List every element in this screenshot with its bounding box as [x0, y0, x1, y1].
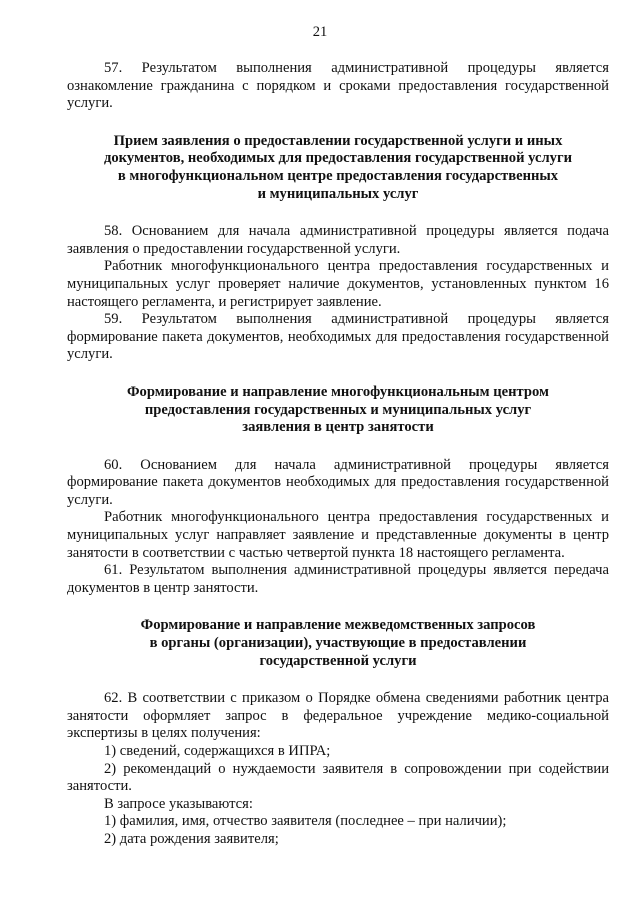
paragraph: 59. Результатом выполнения административной процедуры является формирование пакета документов, необходимых для предоставления государственной услуги. [67, 311, 609, 363]
spacer [67, 203, 609, 223]
paragraph: 60. Основанием для начала административной процедуры является формирование пакета документов необходимых для предоставления государственной услуги. [67, 456, 609, 508]
section-heading-line: в органы (организации), участвующие в предоставлении [149, 635, 527, 652]
document-body [67, 60, 609, 849]
section-heading [67, 384, 609, 437]
section-heading-line: заявления в центр занятости [242, 419, 434, 436]
spacer [67, 437, 609, 457]
paragraph: 58. Основанием для начала административной процедуры является подача заявления о предоставлении государственной услуги. [67, 223, 609, 257]
section-heading [67, 133, 609, 203]
page-number: 21 [312, 24, 328, 40]
section-heading-line: документов, необходимых для предоставления государственной услуги [104, 150, 572, 167]
section-heading-line: и муниципальных услуг [257, 185, 419, 202]
section-heading-line: Прием заявления о предоставлении государственной услуги и иных [113, 132, 563, 149]
paragraph: 1) сведений, содержащихся в ИПРА; [104, 743, 331, 759]
spacer [67, 597, 609, 617]
spacer [67, 113, 609, 133]
spacer [67, 670, 609, 690]
paragraph: 2) рекомендаций о нуждаемости заявителя в сопровождении при содействии занятости. [67, 760, 609, 795]
paragraph: 61. Результатом выполнения административной процедуры является передача документов в центр занятости. [67, 562, 609, 596]
section-heading-line: Формирование и направление многофункциональным центром [127, 383, 549, 400]
paragraph: 1) фамилия, имя, отчество заявителя (последнее – при наличии); [104, 813, 507, 830]
section-heading-line: Формирование и направление межведомственных запросов [140, 617, 536, 634]
paragraph: 2) дата рождения заявителя; [104, 830, 279, 847]
paragraph: 62. В соответствии с приказом о Порядке обмена сведениями работник центра занятости оформляет запрос в федеральное учреждение медико-социальной экспертизы в целях получения: [67, 690, 609, 742]
spacer [67, 364, 609, 384]
section-heading-line: государственной услуги [259, 652, 417, 669]
section-heading-line: предоставления государственных и муниципальных услуг [144, 401, 532, 418]
section-heading-line: в многофункциональном центре предоставления государственных [117, 167, 559, 184]
section-heading [67, 617, 609, 670]
paragraph: 57. Результатом выполнения административной процедуры является ознакомление гражданина с порядком и сроками предоставления государственной услуги. [67, 60, 609, 112]
paragraph: Работник многофункционального центра предоставления государственных и муниципальных услуг направляет заявление и представленные документы в центр занятости в соответствии с частью четвертой пункта 18 настоящего регламента. [67, 509, 609, 561]
paragraph: Работник многофункционального центра предоставления государственных и муниципальных услуг проверяет наличие документов, установленных пунктом 16 настоящего регламента, и регистрирует заявление. [67, 258, 609, 310]
paragraph: В запросе указываются: [104, 795, 253, 812]
